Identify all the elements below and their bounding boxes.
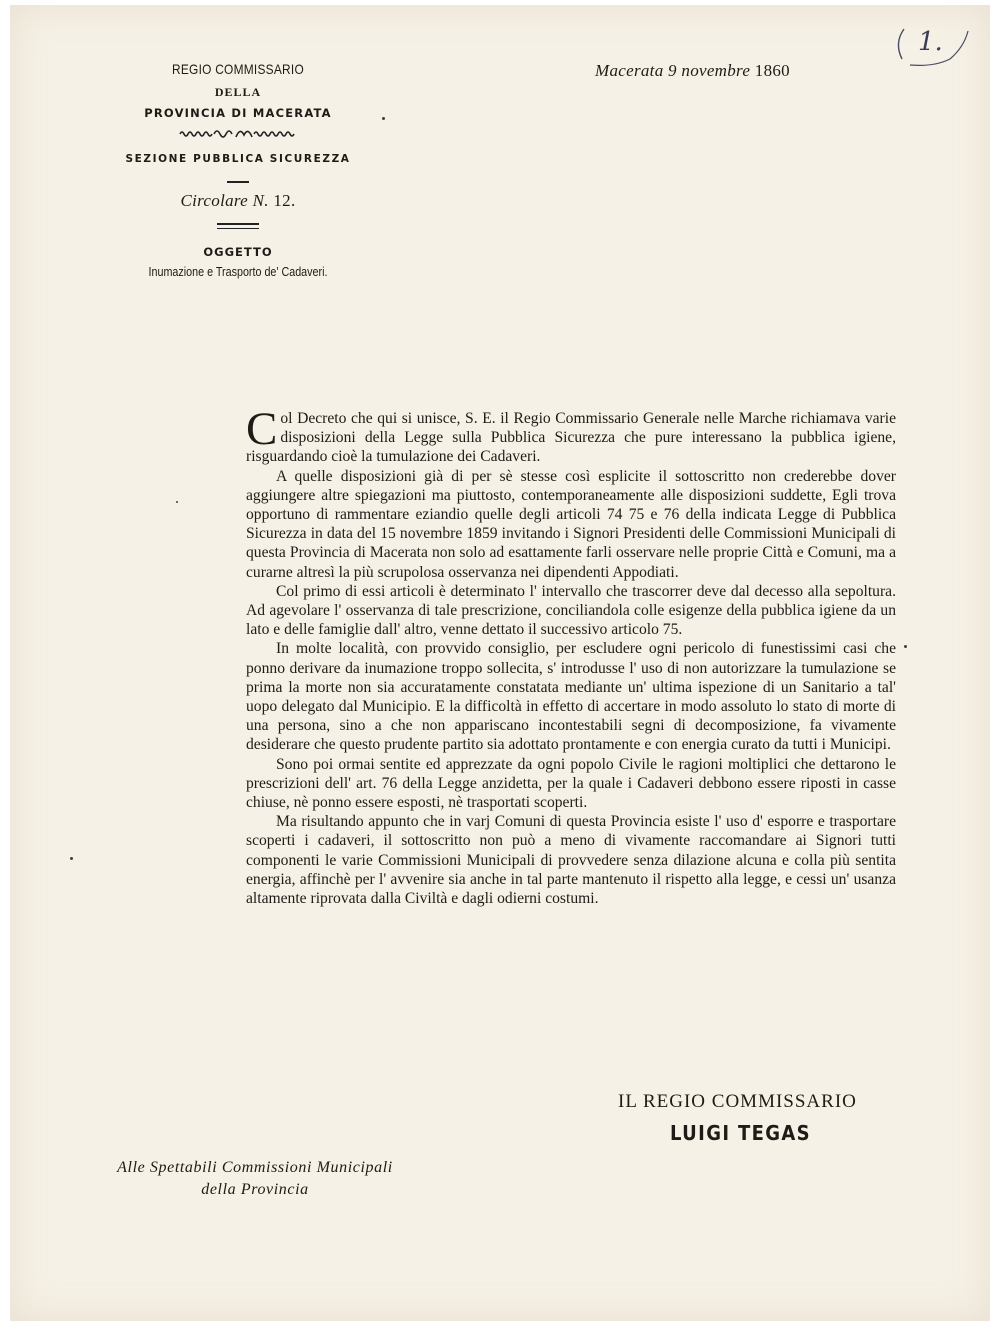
paper-speck: [382, 117, 385, 120]
drop-cap: C: [246, 403, 278, 455]
paper-speck: [904, 645, 907, 648]
subject-text: Inumazione e Trasporto de' Cadaveri.: [148, 265, 328, 279]
letter-body: [246, 403, 896, 908]
letterhead-section: SEZIONE PUBBLICA SICUREZZA: [125, 153, 351, 165]
letterhead: [88, 61, 388, 279]
double-divider: [217, 223, 259, 229]
archive-number: 1.: [918, 27, 943, 57]
document-sheet: [10, 5, 990, 1321]
addressee: [95, 1157, 415, 1201]
date-year: 1860: [754, 61, 790, 80]
circular-value: 12.: [273, 191, 296, 210]
letterhead-province: PROVINCIA DI MACERATA: [144, 106, 332, 120]
addressee-line-2: della Provincia: [201, 1181, 309, 1198]
paragraph-2: A quelle disposizioni già di per sè stesse così esplicite il sottoscritto non crederebbe dover aggiungere altre spiegazioni ma piuttosto, contemporaneamente alle disposizioni suddette, Egli trova opportuno di rammentare eziandio quelle degli articoli 74 75 e 76 della indicata Legge di Pubblica Sicurezza in data del 15 novembre 1859 invitando i Signori Presidenti delle Commissioni Municipali di questa Provincia di Macerata non solo ad esattamente farli osservare nelle proprie Città e Comuni, ma a curarne altresì la più scrupolosa osservanza nei dipendenti Appodiati.: [246, 467, 896, 581]
paragraph-4: In molte località, con provvido consiglio, per escludere ogni pericolo di funestissimi casi che ponno derivare da inumazione troppo sollecita, s' introdusse l' uso di non autorizzare la tumulazione se prima la morte non sia accuratamente constatata mediante un' ultima ispezione di un Sanitario a tal' uopo delegato dal Municipio. E la difficoltà in effetto di accertare in modo assoluto lo stato di morte di una persona, sino a che non appariscano incontestabili segni di decomposizione, fa vivamente desiderare che questo prudente partito sia adottato prontamente e con energia curato da tutti i Municipi.: [246, 640, 896, 754]
circular-label: Circolare N.: [180, 191, 269, 210]
paragraph-3: Col primo di essi articoli è determinato l' intervallo che trascorrer deve dal decesso alla sepoltura. Ad agevolare l' osservanza di tale prescrizione, conciliandola colle esigenze della pubblica igiene da un lato e delle famiglie dall' altro, venne dettato il successivo articolo 75.: [246, 582, 896, 639]
paper-speck: [70, 857, 73, 860]
short-divider: [227, 181, 249, 183]
paragraph-1-text: ol Decreto che qui si unisce, S. E. il Regio Commissario Generale nelle Marche richiamava varie disposizioni della Legge sulla Pubblica Sicurezza che pure interessano la pubblica igiene, risguardando cioè la tumulazione dei Cadaveri.: [246, 410, 896, 466]
date-line: [595, 61, 790, 81]
paper-speck: [176, 501, 178, 503]
signature-title: IL REGIO COMMISSARIO: [618, 1091, 857, 1112]
paragraph-1: [246, 403, 896, 467]
paragraph-5: Sono poi ormai sentite ed apprezzate da ogni popolo Civile le ragioni moltiplici che dettarono le prescrizioni dell' art. 76 della Legge anzidetta, per la quale i Cadaveri debbono essere riposti in casse chiuse, nè ponno essere esposti, nè trasportati scoperti.: [246, 755, 896, 812]
circular-number: [88, 191, 388, 211]
date-place: Macerata 9 novembre: [595, 61, 751, 80]
ornament-divider: [178, 128, 298, 140]
paragraph-6: Ma risultando appunto che in varj Comuni di questa Provincia esiste l' uso d' esporre e trasportare scoperti i cadaveri, il sottoscritto non può a meno di vivamente raccomandare ai Signori tutti componenti le varie Commissioni Municipali di provvedere senza dilazione alcuna e colla più sentita energia, affinchè per l' avvenire sia anche in tal parte mantenuto il rispetto alla legge, e cessi un' usanza altamente riprovata dalla Civiltà e dagli odierni costumi.: [246, 813, 896, 908]
letterhead-della: DELLA: [214, 85, 262, 99]
letterhead-office: REGIO COMMISSARIO: [172, 61, 304, 77]
addressee-line-1: Alle Spettabili Commissioni Municipali: [117, 1159, 393, 1176]
signature-name: LUIGI TEGAS: [670, 1121, 811, 1145]
subject-label: OGGETTO: [203, 245, 273, 259]
